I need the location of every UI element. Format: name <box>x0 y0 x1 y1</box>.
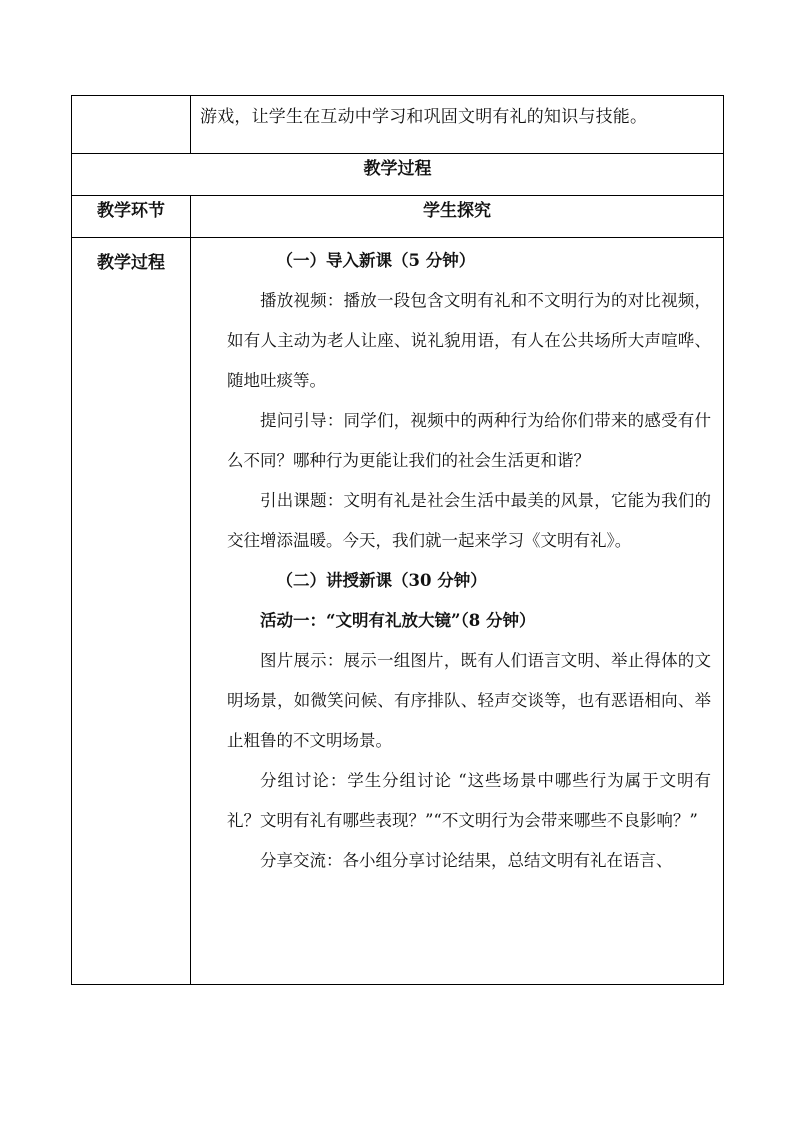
activity-heading: 活动一：“文明有礼放大镜”（8 分钟） <box>260 611 536 630</box>
intro-left-cell <box>72 96 191 154</box>
body-content <box>191 241 723 881</box>
section-title-text: 教学过程 <box>363 159 432 179</box>
body-row <box>72 238 724 985</box>
body-left-label: 教学过程 <box>97 253 165 273</box>
header-col1-text: 教学环节 <box>97 201 165 221</box>
section-title <box>72 154 724 196</box>
section-heading-teach: （二）讲授新课（30 分钟） <box>276 571 487 590</box>
section-title-row <box>72 154 724 196</box>
intro-right-cell <box>191 96 724 154</box>
body-left-cell <box>72 238 191 985</box>
header-col2-text: 学生探究 <box>423 201 491 221</box>
header-col2 <box>191 196 724 238</box>
paragraph-sharing: 分享交流：各小组分享讨论结果，总结文明有礼在语言、 <box>260 851 673 870</box>
lesson-plan-table <box>71 95 724 985</box>
intro-row <box>72 96 724 154</box>
paragraph-discussion: 分组讨论：学生分组讨论 “这些场景中哪些行为属于文明有礼？文明有礼有哪些表现？”“不文明行为会带来哪些不良影响？” <box>227 771 711 830</box>
body-content-cell <box>191 238 724 985</box>
header-row <box>72 196 724 238</box>
section-heading-intro: （一）导入新课（5 分钟） <box>276 251 476 270</box>
paragraph-play-video: 播放视频：播放一段包含文明有礼和不文明行为的对比视频，如有人主动为老人让座、说礼貌用语，有人在公共场所大声喧哗、随地吐痰等。 <box>227 291 711 390</box>
paragraph-question: 提问引导：同学们，视频中的两种行为给你们带来的感受有什么不同？哪种行为更能让我们的社会生活更和谐？ <box>227 411 711 470</box>
intro-text: 游戏，让学生在互动中学习和巩固文明有礼的知识与技能。 <box>200 107 648 127</box>
paragraph-topic: 引出课题：文明有礼是社会生活中最美的风景，它能为我们的交往增添温暖。今天，我们就一起来学习《文明有礼》。 <box>227 491 711 550</box>
paragraph-pictures: 图片展示：展示一组图片，既有人们语言文明、举止得体的文明场景，如微笑问候、有序排队、轻声交谈等，也有恶语相向、举止粗鲁的不文明场景。 <box>227 651 711 750</box>
header-col1 <box>72 196 191 238</box>
